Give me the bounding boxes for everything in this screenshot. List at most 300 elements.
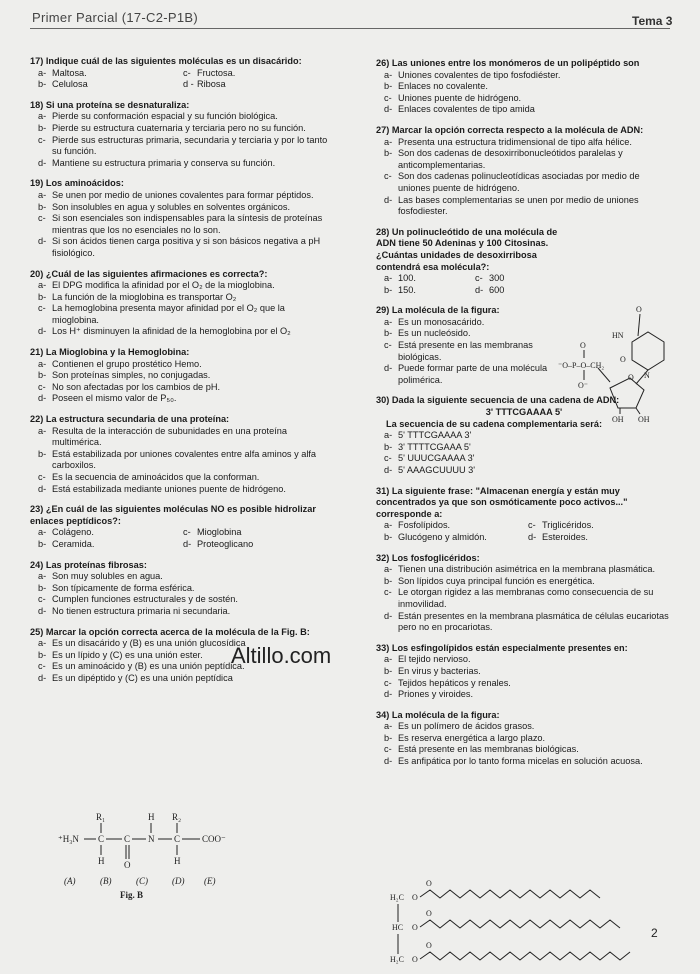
question-28 <box>376 227 566 297</box>
option-letter: b- <box>38 649 47 660</box>
fig-b-label-d: (D) <box>172 876 185 886</box>
figure-b <box>58 812 234 902</box>
answer-option[interactable] <box>376 666 672 678</box>
tema-label: Tema 3 <box>632 14 673 28</box>
option-letter: a- <box>384 316 393 327</box>
fig-b-h1: H <box>98 856 105 866</box>
answer-option[interactable] <box>376 756 672 768</box>
left-column <box>30 56 328 694</box>
question-text: 30) Dada la siguiente secuencia de una cadena de ADN: <box>376 395 620 406</box>
option-text: Proteoglicano <box>197 538 254 549</box>
option-letter: b- <box>384 575 393 586</box>
option-letter: b- <box>38 291 47 302</box>
option-letter: c- <box>38 303 46 314</box>
option-letter: b- <box>38 201 47 212</box>
question-text: 24) Las proteínas fibrosas: <box>30 559 147 570</box>
option-letter: d- <box>384 465 393 475</box>
options-list <box>30 426 328 496</box>
option-text: Es un lípido y (C) es una unión ester. <box>52 649 203 660</box>
option-letter: b- <box>38 122 47 133</box>
answer-option[interactable] <box>475 285 566 297</box>
answer-option[interactable] <box>30 673 328 685</box>
answer-option[interactable] <box>30 280 328 292</box>
option-letter: a- <box>38 358 47 369</box>
fig-b-c: C <box>124 834 131 844</box>
option-letter: d- <box>384 689 393 700</box>
fig-29-o-left: O <box>620 355 626 364</box>
answer-option[interactable] <box>376 148 672 171</box>
answer-option[interactable] <box>30 190 328 202</box>
answer-option[interactable] <box>30 292 328 304</box>
option-text: Pierde su conformación espacial y su función biológica. <box>52 111 278 122</box>
option-letter: c- <box>38 134 46 145</box>
option-text: Le otorgan rigidez a las membranas como consecuencia de su inmovilidad. <box>398 587 654 609</box>
option-text: Ribosa <box>197 79 226 90</box>
answer-option[interactable] <box>376 195 672 218</box>
answer-option[interactable] <box>376 611 672 634</box>
figure-29-nucleotide <box>558 296 688 422</box>
question-text: 21) La Mioglobina y la Hemoglobina: <box>30 347 190 358</box>
fig-b-n: N <box>148 834 155 844</box>
answer-option[interactable] <box>376 442 672 454</box>
options-list <box>376 430 672 476</box>
question-sequence: 3' TTTCGAAAA 5' <box>485 407 563 418</box>
answer-option[interactable] <box>183 68 328 80</box>
option-letter: b- <box>384 665 393 676</box>
answer-option[interactable] <box>30 202 328 214</box>
options-list <box>376 273 566 296</box>
answer-option[interactable] <box>30 571 328 583</box>
option-text: Tienen una distribución asimétrica en la membrana plasmática. <box>398 564 656 575</box>
option-text: En virus y bacterias. <box>398 665 481 676</box>
option-text: Triglicéridos. <box>542 520 594 531</box>
answer-option[interactable] <box>376 137 672 149</box>
fig-34-h2c-bottom: H₂C <box>390 955 404 964</box>
option-letter: a- <box>38 189 47 200</box>
option-text: Es un aminoácido y (B) es una unión peptídica. <box>52 661 245 672</box>
option-letter: d- <box>183 538 192 549</box>
fig-34-o3-carbonyl: O <box>426 941 432 950</box>
answer-option[interactable] <box>38 79 183 91</box>
question-text: 32) Los fosfoglicéridos: <box>376 552 480 563</box>
option-letter: a- <box>38 67 47 78</box>
options-list <box>30 527 328 550</box>
answer-option[interactable] <box>30 326 328 338</box>
answer-option[interactable] <box>376 587 672 610</box>
option-letter: c- <box>183 527 191 538</box>
options-list <box>376 520 672 543</box>
option-letter: d- <box>38 393 47 404</box>
option-text: Es un dipéptido y (C) es una unión peptídica <box>52 672 233 683</box>
option-text: Son dos cadenas polinucleotídicas asociadas por medio de uniones puente de hidrógeno. <box>398 171 640 193</box>
fig-29-n: N <box>644 371 650 380</box>
option-letter: a- <box>38 280 47 291</box>
fig-b-label-c: (C) <box>136 876 148 886</box>
option-text: Está estabilizada por uniones covalentes entre alfa aminos y alfa carboxilos. <box>52 448 317 471</box>
option-letter: a- <box>38 638 47 649</box>
question-32 <box>376 553 672 634</box>
answer-option[interactable] <box>30 594 328 606</box>
option-letter: c- <box>183 67 191 78</box>
option-letter: b- <box>384 531 393 542</box>
answer-option[interactable] <box>475 273 566 285</box>
fig-b-o: O <box>124 860 131 870</box>
answer-option[interactable] <box>183 79 328 91</box>
option-text: Está presente en las membranas biológicas. <box>398 744 579 755</box>
option-text: 5' TTTCGAAAA 3' <box>398 430 472 441</box>
answer-option[interactable] <box>376 453 672 465</box>
option-letter: a- <box>384 564 393 575</box>
figure-34-triglyceride <box>384 878 644 970</box>
option-text: Es un polímero de ácidos grasos. <box>398 721 535 732</box>
options-list <box>376 721 672 767</box>
answer-option[interactable] <box>30 472 328 484</box>
answer-option[interactable] <box>376 576 672 588</box>
question-18 <box>30 100 328 170</box>
option-letter: a- <box>38 111 47 122</box>
options-list <box>376 137 672 218</box>
option-letter: d- <box>38 605 47 616</box>
option-letter: c- <box>38 594 46 605</box>
option-letter: a- <box>384 430 393 441</box>
fig-29-oh1: OH <box>612 415 624 422</box>
question-prompt: La secuencia de su cadena complementaria será: <box>386 418 603 429</box>
option-letter: a- <box>38 527 47 538</box>
option-text: Si son ácidos tienen carga positiva y si son básicos negativa a pH fisiológico. <box>52 236 321 258</box>
option-text: 5' UUUCGAAAA 3' <box>398 453 475 464</box>
answer-option[interactable] <box>30 393 328 405</box>
option-text: Son típicamente de forma esférica. <box>52 582 195 593</box>
question-text: 22) La estructura secundaria de una proteína: <box>30 414 230 425</box>
answer-option[interactable] <box>38 527 183 539</box>
options-list <box>376 564 672 634</box>
answer-option[interactable] <box>376 70 672 82</box>
question-text: 27) Marcar la opción correcta respecto a la molécula de ADN: <box>376 124 644 135</box>
question-33 <box>376 643 672 701</box>
question-text: 23) ¿En cuál de las siguientes moléculas NO es posible hidrolizar enlaces peptídicos?: <box>30 504 316 526</box>
option-text: Maltosa. <box>52 67 87 78</box>
question-text: 28) Un polinucleótido de una molécula de ADN tiene 50 Adeninas y 100 Citosinas. ¿Cuántas unidades de desoxirribosa contendrá esa molécula?: <box>376 226 558 272</box>
option-text: Priones y viroides. <box>398 689 474 700</box>
answer-option[interactable] <box>30 382 328 394</box>
fig-b-caption: Fig. B <box>120 890 144 900</box>
option-text: Pierde sus estructuras primaria, secundaria y terciaria y por lo tanto su función. <box>52 134 328 157</box>
option-letter: b- <box>38 448 47 459</box>
answer-option[interactable] <box>376 93 672 105</box>
answer-option[interactable] <box>376 733 672 745</box>
option-letter: c- <box>38 472 46 482</box>
answer-option[interactable] <box>376 340 566 363</box>
option-text: Contienen el grupo prostético Hemo. <box>52 358 202 369</box>
question-22 <box>30 414 328 495</box>
question-26 <box>376 58 672 116</box>
answer-option[interactable] <box>30 213 328 236</box>
option-text: La hemoglobina presenta mayor afinidad por el O₂ que la mioglobina. <box>52 303 285 325</box>
answer-option[interactable] <box>30 111 328 123</box>
option-text: Puede formar parte de una molécula polimérica. <box>398 363 548 385</box>
answer-option[interactable] <box>30 158 328 170</box>
answer-option[interactable] <box>384 273 475 285</box>
option-text: Uniones puente de hidrógeno. <box>398 92 522 103</box>
option-text: Enlaces covalentes de tipo amida <box>398 104 535 115</box>
options-list <box>30 359 328 405</box>
option-letter: a- <box>384 136 393 147</box>
options-list <box>30 68 328 91</box>
answer-option[interactable] <box>30 236 328 259</box>
answer-option[interactable] <box>376 104 672 116</box>
answer-option[interactable] <box>528 520 672 532</box>
answer-option[interactable] <box>376 317 566 329</box>
option-text: El tejido nervioso. <box>398 654 471 665</box>
options-list <box>30 571 328 617</box>
option-text: Presenta una estructura tridimensional de tipo alfa hélice. <box>398 136 632 147</box>
options-list <box>30 190 328 260</box>
option-text: 5' AAAGCUUUU 3' <box>398 465 476 475</box>
question-21 <box>30 347 328 405</box>
option-letter: d- <box>384 194 393 205</box>
answer-option[interactable] <box>30 583 328 595</box>
fig-34-o2-carbonyl: O <box>426 909 432 918</box>
fig-34-hc: HC <box>392 923 404 932</box>
fig-b-ca1: C <box>98 834 105 844</box>
option-text: 300 <box>489 273 505 284</box>
option-letter: a- <box>384 273 393 284</box>
answer-option[interactable] <box>376 689 672 701</box>
fig-29-o-top: O <box>580 341 586 350</box>
option-letter: b- <box>384 81 393 92</box>
answer-option[interactable] <box>30 359 328 371</box>
option-letter: d- <box>528 531 537 542</box>
option-letter: b- <box>38 582 47 593</box>
option-text: Está presente en las membranas biológicas. <box>398 340 533 362</box>
answer-option[interactable] <box>384 520 528 532</box>
question-17 <box>30 56 328 91</box>
fig-34-o3: O <box>412 955 418 964</box>
option-letter: a- <box>384 520 393 531</box>
option-letter: d- <box>38 483 47 494</box>
question-text: 26) Las uniones entre los monómeros de un polipéptido son <box>376 58 640 68</box>
option-letter: b- <box>384 284 393 295</box>
option-letter: b- <box>38 538 47 549</box>
option-letter: c- <box>384 744 392 755</box>
fig-34-o1: O <box>412 893 418 902</box>
option-text: Está estabilizada mediante uniones puente de hidrógeno. <box>52 483 286 494</box>
answer-option[interactable] <box>30 303 328 326</box>
option-letter: a- <box>38 571 47 582</box>
option-text: El DPG modifica la afinidad por el O₂ de la mioglobina. <box>52 280 275 291</box>
fig-29-phosphate: ⁻O–P–O–CH₂ <box>558 361 605 370</box>
question-text: 19) Los aminoácidos: <box>30 178 124 189</box>
option-text: Glucógeno y almidón. <box>398 531 487 542</box>
option-text: Resulta de la interacción de subunidades en una proteína multimérica. <box>52 425 287 448</box>
question-23 <box>30 504 328 550</box>
answer-option[interactable] <box>376 81 672 93</box>
option-letter: c- <box>384 587 392 598</box>
answer-option[interactable] <box>30 426 328 449</box>
answer-option[interactable] <box>528 532 672 544</box>
fig-b-ca2: C <box>174 834 181 844</box>
option-text: La función de la mioglobina es transportar O₂ <box>52 291 237 302</box>
option-text: Enlaces no covalente. <box>398 81 488 92</box>
option-letter: c- <box>384 340 392 351</box>
option-text: Es reserva energética a largo plazo. <box>398 732 546 743</box>
option-letter: a- <box>38 425 47 436</box>
exam-title: Primer Parcial (17-C2-P1B) <box>32 10 199 25</box>
question-text: 33) Los esfingolípidos están especialmente presentes en: <box>376 642 628 653</box>
fig-b-r2: R₂ <box>172 812 182 822</box>
fig-34-h2c-top: H₂C <box>390 893 404 902</box>
option-letter: d- <box>38 672 47 683</box>
option-letter: b- <box>384 148 393 159</box>
answer-option[interactable] <box>376 171 672 194</box>
fig-29-oh2: OH <box>638 415 650 422</box>
option-text: Poseen el mismo valor de P₅₀. <box>52 393 177 404</box>
header-divider <box>30 28 670 29</box>
option-text: Son insolubles en agua y solubles en solventes orgánicos. <box>52 201 291 212</box>
answer-option[interactable] <box>384 532 528 544</box>
question-text: 20) ¿Cuál de las siguientes afirmaciones es correcta?: <box>30 268 268 279</box>
question-29 <box>376 305 566 386</box>
option-letter: a- <box>384 69 393 80</box>
option-text: Es la secuencia de aminoácidos que la conforman. <box>52 472 260 482</box>
fig-b-h3n: ⁺H₃N <box>58 834 79 844</box>
option-text: 150. <box>398 284 416 295</box>
options-list <box>376 654 672 700</box>
option-letter: b- <box>38 370 47 381</box>
option-text: Las bases complementarias se unen por medio de uniones fosfodiester. <box>398 194 639 217</box>
option-letter: d- <box>384 756 393 767</box>
fig-b-h3: H <box>174 856 181 866</box>
option-letter: c- <box>528 520 536 531</box>
answer-option[interactable] <box>183 539 328 551</box>
option-letter: b- <box>384 328 393 339</box>
option-text: Fructosa. <box>197 67 236 78</box>
question-20 <box>30 269 328 339</box>
answer-option[interactable] <box>376 654 672 666</box>
answer-option[interactable] <box>38 68 183 80</box>
fig-29-ring-o: O <box>628 373 634 382</box>
answer-option[interactable] <box>30 484 328 496</box>
option-letter: c- <box>384 677 392 688</box>
option-text: Es un monosacárido. <box>398 316 485 327</box>
option-text: Celulosa <box>52 79 88 90</box>
fig-34-o1-carbonyl: O <box>426 879 432 888</box>
answer-option[interactable] <box>384 285 475 297</box>
option-text: 600 <box>489 284 505 295</box>
fig-34-o2: O <box>412 923 418 932</box>
fig-b-h2: H <box>148 812 155 822</box>
answer-option[interactable] <box>376 328 566 340</box>
fig-b-label-a: (A) <box>64 876 76 886</box>
option-letter: c- <box>384 92 392 103</box>
option-text: Son muy solubles en agua. <box>52 571 163 582</box>
option-letter: b- <box>384 732 393 743</box>
option-letter: d- <box>384 610 393 621</box>
answer-option[interactable] <box>38 539 183 551</box>
answer-option[interactable] <box>376 363 566 386</box>
question-31 <box>376 486 672 544</box>
fig-b-coo: COO⁻ <box>202 834 226 844</box>
question-text: 31) La siguiente frase: "Almacenan energía y están muy concentrados ya que son osmóticamente poco activos..." corresponde a: <box>376 485 628 519</box>
answer-option[interactable] <box>376 465 672 477</box>
option-text: Esteroides. <box>542 531 588 542</box>
option-letter: d- <box>38 157 47 168</box>
answer-option[interactable] <box>376 744 672 756</box>
question-24 <box>30 560 328 618</box>
fig-b-r1: R₁ <box>96 812 106 822</box>
watermark: Altillo.com <box>231 643 332 668</box>
option-text: Son lípidos cuya principal función es energética. <box>398 575 595 586</box>
option-text: Ceramida. <box>52 538 95 549</box>
option-text: Es un disacárido y (B) es una unión glucosídica <box>52 638 246 649</box>
answer-option[interactable] <box>183 527 328 539</box>
option-text: Pierde su estructura cuaternaria y terciaria pero no su función. <box>52 122 306 133</box>
fig-29-hn: HN <box>612 331 624 340</box>
option-text: Fosfolípidos. <box>398 520 451 531</box>
option-text: Se unen por medio de uniones covalentes para formar péptidos. <box>52 189 314 200</box>
answer-option[interactable] <box>30 370 328 382</box>
option-text: Son proteínas simples, no conjugadas. <box>52 370 211 381</box>
option-text: Cumplen funciones estructurales y de sostén. <box>52 594 238 605</box>
option-text: Si son esenciales son indispensables para la síntesis de proteínas mientras que los no esenciales no lo son. <box>52 213 323 235</box>
question-27 <box>376 125 672 218</box>
option-text: Colágeno. <box>52 527 94 538</box>
option-letter: c- <box>475 273 483 284</box>
option-text: No son afectadas por los cambios de pH. <box>52 381 221 392</box>
option-text: Mioglobina <box>197 527 242 538</box>
question-text: 34) La molécula de la figura: <box>376 709 500 720</box>
option-text: 3' TTTTCGAAA 5' <box>398 441 471 452</box>
option-text: Es anfipática por lo tanto forma micelas en solución acuosa. <box>398 756 643 767</box>
option-letter: a- <box>384 654 393 665</box>
option-letter: d- <box>384 104 393 115</box>
option-text: 100. <box>398 273 416 284</box>
page-number: 2 <box>651 926 658 940</box>
answer-option[interactable] <box>376 564 672 576</box>
option-letter: d- <box>38 236 47 247</box>
answer-option[interactable] <box>376 430 672 442</box>
option-letter: c- <box>38 661 46 672</box>
option-letter: d - <box>183 79 194 90</box>
option-letter: c- <box>38 213 46 224</box>
answer-option[interactable] <box>376 721 672 733</box>
answer-option[interactable] <box>30 123 328 135</box>
option-letter: d- <box>38 326 47 337</box>
answer-option[interactable] <box>30 449 328 472</box>
option-text: Es un nucleósido. <box>398 328 471 339</box>
fig-b-label-e: (E) <box>204 876 216 886</box>
option-letter: d- <box>475 284 484 295</box>
answer-option[interactable] <box>30 606 328 618</box>
fig-b-label-b: (B) <box>100 876 112 886</box>
option-text: No tienen estructura primaria ni secundaria. <box>52 605 231 616</box>
option-letter: b- <box>38 79 47 90</box>
option-text: Son dos cadenas de desoxirribonucleótidos paralelas y anticomplementarias. <box>398 148 623 170</box>
fig-29-o-minus: O⁻ <box>578 381 588 390</box>
question-text: 25) Marcar la opción correcta acerca de la molécula de la Fig. B: <box>30 626 310 637</box>
options-list <box>376 317 566 387</box>
question-19 <box>30 178 328 259</box>
option-letter: d- <box>384 363 393 374</box>
question-text: 17) Indique cuál de las siguientes moléculas es un disacárido: <box>30 56 302 66</box>
option-letter: b- <box>384 441 393 452</box>
option-letter: c- <box>38 381 46 392</box>
answer-option[interactable] <box>30 135 328 158</box>
options-list <box>30 111 328 169</box>
answer-option[interactable] <box>376 678 672 690</box>
option-text: Uniones covalentes de tipo fosfodiéster. <box>398 69 561 80</box>
question-34 <box>376 710 672 768</box>
